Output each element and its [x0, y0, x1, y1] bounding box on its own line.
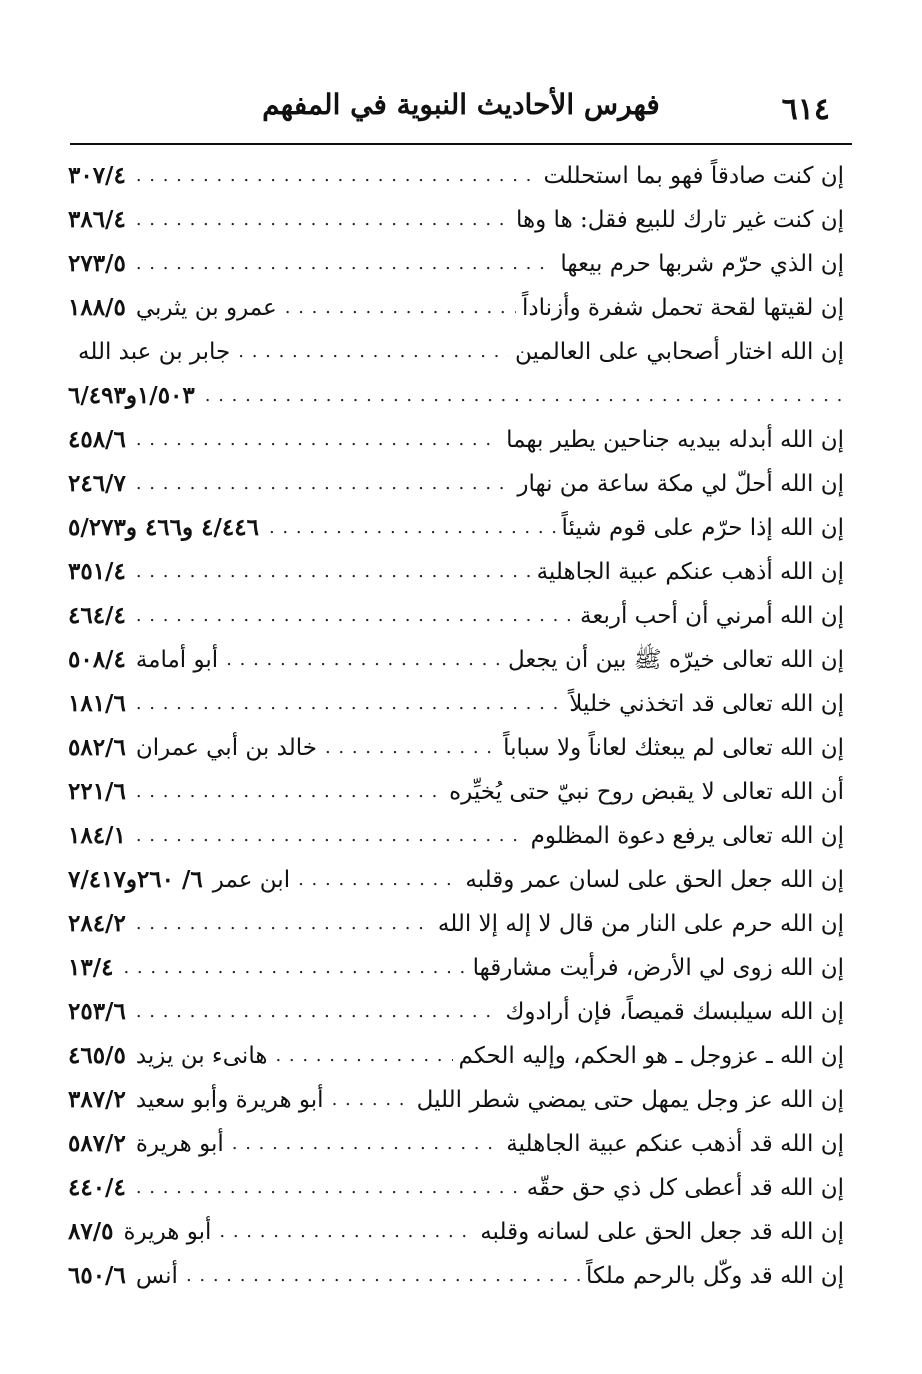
index-entry: [68, 594, 844, 638]
dot-leader: [132, 770, 443, 814]
narrator-name: أنس: [135, 1263, 178, 1289]
volume-page-reference: ٦/ ٢٦٠و٧/٤١٧: [68, 866, 203, 893]
dot-leader: [201, 374, 844, 418]
index-entry: [68, 814, 844, 858]
dot-leader: [132, 1166, 521, 1210]
volume-page-reference: ٨٧/٥: [68, 1218, 114, 1245]
dot-leader: [132, 594, 574, 638]
hadith-text: إن الله أحلّ لي مكة ساعة من نهار: [517, 471, 844, 497]
volume-page-reference: ٤٥٨/٦: [68, 426, 126, 453]
hadith-text: إن الله زوى لي الأرض، فرأيت مشارقها: [472, 955, 844, 981]
narrator-name: عمرو بن يثربي: [135, 295, 277, 321]
volume-page-reference: ١/٥٠٣و٦/٤٩٣: [68, 382, 195, 409]
dot-leader: [132, 902, 432, 946]
index-entry: [68, 638, 844, 682]
hadith-text: إن الله أمرني أن أحب أربعة: [580, 603, 844, 629]
hadith-text: إن الله ـ عزوجل ـ هو الحكم، وإليه الحكم: [458, 1043, 844, 1069]
hadith-text: إن الله اختار أصحابي على العالمين: [515, 339, 844, 365]
index-entry: [68, 902, 844, 946]
dot-leader: [132, 462, 512, 506]
volume-page-reference: ٦٥٠/٦: [68, 1262, 126, 1289]
index-entry: [68, 330, 844, 374]
dot-leader: [132, 154, 538, 198]
volume-page-reference: ٤/٤٤٦ و٤٦٦ و٥/٢٧٣: [68, 514, 259, 541]
hadith-text: إن لقيتها لقحة تحمل شفرة وأزناداً: [521, 295, 844, 321]
hadith-text: إن الله قد أذهب عنكم عبية الجاهلية: [506, 1131, 844, 1157]
hadith-text: إن الله قد جعل الحق على لسانه وقلبه: [480, 1219, 844, 1245]
volume-page-reference: ١٨١/٦: [68, 690, 126, 717]
volume-page-reference: ٣٠٧/٤: [68, 162, 126, 189]
hadith-text: إن الذي حرّم شربها حرم بيعها: [560, 251, 844, 277]
index-entry: [68, 242, 844, 286]
volume-page-reference: ٣٨٦/٤: [68, 206, 126, 233]
index-entry: [68, 946, 844, 990]
narrator-name: أبو هريرة وأبو سعيد: [135, 1087, 324, 1113]
narrator-name: هانىء بن يزيد: [135, 1043, 268, 1069]
dot-leader: [271, 1034, 452, 1078]
dot-leader: [132, 682, 563, 726]
narrator-name: أبو هريرة: [123, 1219, 212, 1245]
volume-page-reference: ٤٤٠/٤: [68, 1174, 126, 1201]
volume-page-reference: ١٨٨/٥: [68, 294, 126, 321]
narrator-name: أبو أمامة: [135, 647, 219, 673]
narrator-name: ابن عمر: [212, 867, 291, 893]
volume-page-reference: ٤٦٤/٤: [68, 602, 126, 629]
page-header: [0, 78, 922, 134]
dot-leader: [132, 198, 510, 242]
index-entry: [68, 770, 844, 814]
dot-leader: [132, 814, 525, 858]
index-entry: [68, 1122, 844, 1166]
index-entry: [68, 1166, 844, 1210]
hadith-text: إن كنت غير تارك للبيع فقل: ها وها: [516, 207, 844, 233]
dot-leader: [215, 1210, 474, 1254]
dot-leader: [228, 1122, 500, 1166]
hadith-text: إن الله تعالى قد اتخذني خليلاً: [569, 691, 844, 717]
hadith-text: إن كنت صادقاً فهو بما استحللت: [543, 163, 844, 189]
index-entry: [68, 858, 844, 902]
volume-page-reference: ٣٨٧/٢: [68, 1086, 126, 1113]
volume-page-reference: ٥٨٧/٢: [68, 1130, 126, 1157]
header-divider: [70, 143, 852, 145]
index-entry: [68, 682, 844, 726]
index-entry: [68, 154, 844, 198]
index-entry: [68, 286, 844, 330]
hadith-text: إن الله قد وكّل بالرحم ملكاً: [586, 1263, 844, 1289]
dot-leader: [132, 550, 531, 594]
hadith-text: أن الله تعالى لا يقبض روح نبيّ حتى يُخيِّره: [449, 779, 844, 805]
index-entry: [68, 1210, 844, 1254]
index-entry: [68, 198, 844, 242]
hadith-text: إن الله عز وجل يمهل حتى يمضي شطر الليل: [416, 1087, 844, 1113]
volume-page-reference: ٥٨٢/٦: [68, 734, 126, 761]
index-entry: [68, 462, 844, 506]
dot-leader: [132, 242, 555, 286]
volume-page-reference: ٢٨٤/٢: [68, 910, 126, 937]
narrator-name: خالد بن أبي عمران: [135, 735, 317, 761]
dot-leader: [222, 638, 502, 682]
index-entry: [68, 506, 844, 550]
index-entry: [68, 550, 844, 594]
hadith-text: إن الله سيلبسك قميصاً، فإن أرادوك: [505, 999, 844, 1025]
volume-page-reference: ١٨٤/١: [68, 822, 126, 849]
volume-page-reference: ٢٢١/٦: [68, 778, 126, 805]
volume-page-reference: ٤٦٥/٥: [68, 1042, 126, 1069]
dot-leader: [234, 330, 509, 374]
index-entry: [68, 418, 844, 462]
dot-leader: [328, 1078, 411, 1122]
hadith-text: إن الله تعالى خيرّه ﷺ بين أن يجعل: [507, 647, 844, 673]
hadith-text: إن الله جعل الحق على لسان عمر وقلبه: [465, 867, 844, 893]
volume-page-reference: ٣٥١/٤: [68, 558, 126, 585]
hadith-text: إن الله أذهب عنكم عبية الجاهلية: [536, 559, 844, 585]
hadith-text: إن الله قد أعطى كل ذي حق حقّه: [526, 1175, 844, 1201]
dot-leader: [265, 506, 556, 550]
dot-leader: [294, 858, 459, 902]
dot-leader: [281, 286, 516, 330]
dot-leader: [119, 946, 466, 990]
hadith-index-list: [68, 154, 844, 1298]
hadith-text: إن الله تعالى يرفع دعوة المظلوم: [530, 823, 844, 849]
dot-leader: [132, 990, 500, 1034]
hadith-text: إن الله إذا حرّم على قوم شيئاً: [561, 515, 844, 541]
index-entry: [68, 1078, 844, 1122]
hadith-text: إن الله أبدله بيديه جناحين يطير بهما: [506, 427, 844, 453]
narrator-name: جابر بن عبد الله: [78, 339, 231, 365]
dot-leader: [182, 1254, 580, 1298]
volume-page-reference: ٢٤٦/٧: [68, 470, 126, 497]
index-entry: [68, 726, 844, 770]
hadith-text: إن الله تعالى لم يبعثك لعاناً ولا سباباً: [503, 735, 844, 761]
dot-leader: [132, 418, 500, 462]
volume-page-reference: ٢٧٣/٥: [68, 250, 126, 277]
volume-page-reference: ١٣/٤: [68, 954, 114, 981]
index-entry: [68, 374, 844, 418]
index-entry: [68, 990, 844, 1034]
hadith-text: إن الله حرم على النار من قال لا إله إلا الله: [437, 911, 844, 937]
index-entry: [68, 1254, 844, 1298]
narrator-name: أبو هريرة: [135, 1131, 224, 1157]
volume-page-reference: ٥٠٨/٤: [68, 646, 126, 673]
volume-page-reference: ٢٥٣/٦: [68, 998, 126, 1025]
page-title: فهرس الأحاديث النبوية في المفهم: [262, 88, 660, 121]
page-number: ٦١٤: [781, 92, 830, 127]
index-entry: [68, 1034, 844, 1078]
dot-leader: [321, 726, 497, 770]
